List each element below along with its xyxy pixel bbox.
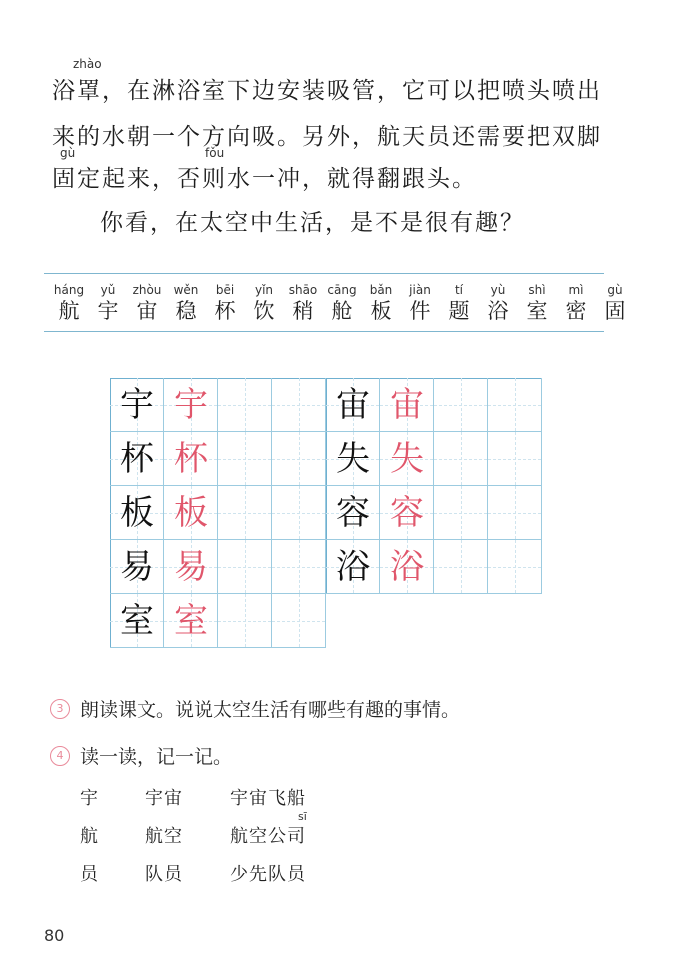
- grid-cell[interactable]: [272, 540, 326, 594]
- model-character: 失: [336, 439, 370, 479]
- word-table-cell: 航: [80, 826, 99, 847]
- grid-cell[interactable]: [218, 432, 272, 486]
- vocab-pinyin: mì: [568, 283, 584, 297]
- grid-cell[interactable]: [488, 378, 542, 432]
- word-table-cell: 宇宙飞船: [230, 788, 306, 809]
- vocab-character: 舱: [331, 299, 353, 323]
- exercise-3-text: 朗读课文。说说太空生活有哪些有趣的事情。: [80, 699, 461, 721]
- vocab-pinyin: wěn: [173, 283, 199, 297]
- vocab-item: [89, 282, 127, 324]
- vocab-item: [440, 282, 478, 324]
- grid-cell[interactable]: [272, 432, 326, 486]
- vocab-character: 浴: [487, 299, 509, 323]
- vocab-item: [128, 282, 166, 324]
- vocab-character: 稳: [175, 299, 197, 323]
- vocab-item: [50, 282, 88, 324]
- model-character: 宙: [336, 385, 370, 425]
- grid-cell[interactable]: [218, 378, 272, 432]
- grid-cell[interactable]: [272, 378, 326, 432]
- pinyin-gu: gù: [60, 146, 76, 160]
- model-character: 浴: [336, 547, 370, 587]
- vocab-character: 宙: [136, 299, 158, 323]
- vocab-character: 件: [409, 299, 431, 323]
- trace-character: 容: [390, 493, 424, 533]
- word-table-cell: 员: [80, 864, 99, 885]
- exercise-3: [50, 695, 460, 722]
- grid-cell[interactable]: [434, 540, 488, 594]
- trace-character: 失: [390, 439, 424, 479]
- grid-cell[interactable]: [434, 486, 488, 540]
- grid-cell[interactable]: [434, 432, 488, 486]
- trace-character: 浴: [390, 547, 424, 587]
- word-table-cell: 航空: [145, 826, 183, 847]
- vocab-pinyin: háng: [53, 283, 85, 297]
- vocab-pinyin: bǎn: [369, 283, 393, 297]
- grid-cell[interactable]: [218, 540, 272, 594]
- grid-cell[interactable]: [218, 486, 272, 540]
- trace-character: 板: [174, 493, 208, 533]
- vocab-pinyin: tí: [454, 283, 464, 297]
- trace-character: 室: [174, 601, 208, 641]
- grid-cell[interactable]: [488, 540, 542, 594]
- vocab-item: [284, 282, 322, 324]
- word-table-cell: 宇宙: [145, 788, 183, 809]
- exercise-number-icon: 4: [50, 746, 70, 766]
- vocab-item: [596, 282, 634, 324]
- model-character: 容: [336, 493, 370, 533]
- exercise-4: [50, 742, 232, 769]
- model-character: 易: [120, 547, 154, 587]
- paragraph-line-4: 你看，在太空中生活，是不是很有趣？: [100, 210, 525, 236]
- vocab-bottom-rule: [44, 331, 604, 332]
- word-table-cell: 少先队员: [230, 864, 306, 885]
- vocab-item: [362, 282, 400, 324]
- vocab-pinyin: shì: [528, 283, 546, 297]
- vocab-item: [206, 282, 244, 324]
- vocab-pinyin: bēi: [215, 283, 235, 297]
- vocab-item: [518, 282, 556, 324]
- vocab-pinyin: cāng: [327, 283, 357, 297]
- grid-cell[interactable]: [434, 378, 488, 432]
- vocab-character: 杯: [214, 299, 236, 323]
- vocab-pinyin: yǔ: [100, 283, 116, 297]
- model-character: 室: [120, 601, 154, 641]
- vocab-pinyin: yǐn: [254, 283, 274, 297]
- vocab-pinyin: yù: [490, 283, 506, 297]
- vocab-item: [167, 282, 205, 324]
- paragraph-line-1: 浴罩，在淋浴室下边安装吸管，它可以把喷头喷出: [52, 78, 602, 104]
- vocab-character: 题: [448, 299, 470, 323]
- pinyin-zhao: zhào: [73, 57, 102, 71]
- word-table-cell: 航空公司: [230, 826, 306, 847]
- page-number: 80: [44, 926, 65, 945]
- trace-character: 易: [174, 547, 208, 587]
- grid-cell[interactable]: [488, 486, 542, 540]
- model-character: 杯: [120, 439, 154, 479]
- vocab-pinyin: jiàn: [409, 283, 431, 297]
- paragraph-line-3: 固定起来，否则水一冲，就得翻跟头。: [52, 166, 477, 192]
- vocab-item: [401, 282, 439, 324]
- grid-cell[interactable]: [272, 486, 326, 540]
- grid-cell[interactable]: [218, 594, 272, 648]
- vocab-character: 饮: [253, 299, 275, 323]
- vocab-character: 板: [370, 299, 392, 323]
- vocab-character: 宇: [97, 299, 119, 323]
- vocab-character: 稍: [292, 299, 314, 323]
- vocab-item: [557, 282, 595, 324]
- vocab-item: [245, 282, 283, 324]
- exercise-number-icon: 3: [50, 699, 70, 719]
- vocab-character: 航: [58, 299, 80, 323]
- model-character: 板: [120, 493, 154, 533]
- pinyin-fou: fǒu: [205, 146, 225, 160]
- paragraph-line-2: 来的水朝一个方向吸。另外，航天员还需要把双脚: [52, 124, 602, 150]
- pinyin-si: sī: [298, 810, 307, 823]
- trace-character: 杯: [174, 439, 208, 479]
- exercise-4-text: 读一读，记一记。: [80, 746, 233, 768]
- word-table-cell: 队员: [145, 864, 183, 885]
- word-table-cell: 宇: [80, 788, 99, 809]
- vocab-item: [323, 282, 361, 324]
- vocab-character: 固: [604, 299, 626, 323]
- trace-character: 宇: [174, 385, 208, 425]
- vocab-pinyin: gù: [607, 283, 623, 297]
- trace-character: 宙: [390, 385, 424, 425]
- vocab-pinyin: zhòu: [132, 283, 162, 297]
- vocab-top-rule: [44, 273, 604, 274]
- grid-cell[interactable]: [272, 594, 326, 648]
- vocab-item: [479, 282, 517, 324]
- vocab-character: 密: [565, 299, 587, 323]
- vocab-character: 室: [526, 299, 548, 323]
- vocab-pinyin: shāo: [288, 283, 318, 297]
- model-character: 宇: [120, 385, 154, 425]
- grid-cell[interactable]: [488, 432, 542, 486]
